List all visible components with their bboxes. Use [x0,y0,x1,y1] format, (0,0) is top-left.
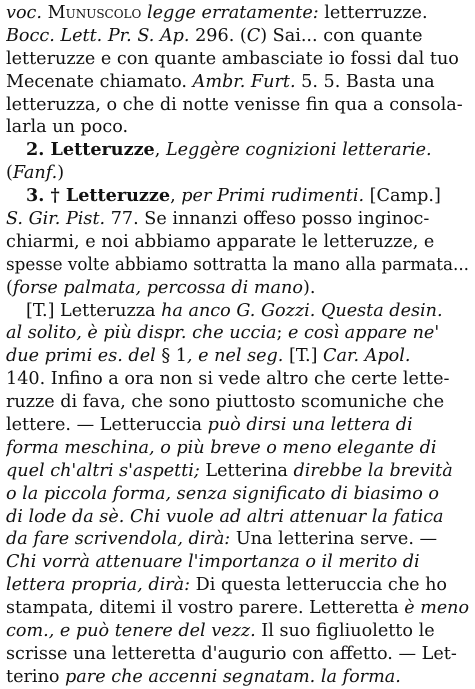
text-segment: pare che accenni segnatam. la forma. [65,666,401,687]
text-segment: o la piccola forma, senza significato di biasimo o [6,483,439,504]
text-line [6,574,469,597]
text-line [6,620,469,643]
text-segment: ). [302,277,316,298]
text-segment: legge erratamente: [141,3,319,23]
text-line [6,506,469,529]
text-segment: letteruzza, o che di notte venisse fin qua a consola- [6,94,463,115]
text-line [6,94,469,117]
text-line [6,162,469,185]
text-segment: per Primi rudimenti. [181,186,365,207]
text-segment: Letteruzze [65,185,171,207]
text-segment: forse palmata, percossa di mano [12,277,303,298]
text-segment: è meno [404,598,469,619]
text-segment: , [170,186,182,207]
text-line [6,368,469,391]
text-segment: § 1 [161,346,187,367]
text-line [6,414,469,437]
text-segment: lettera propria, dirà: [6,575,191,596]
text-segment: di lode da sè. Chi vuole ad altri attenuar la fatica [6,506,444,527]
text-segment: terino [6,666,66,687]
text-segment: lettere. — Letteruccia [6,415,208,436]
text-segment: forma meschina, o più breve o meno elegante di [6,437,437,458]
text-segment: Munuscolo [47,3,142,23]
text-line [6,185,469,208]
text-segment: S. Gir. Pist. [6,209,106,230]
text-segment: [T.] [283,346,324,367]
text-line [6,551,469,574]
text-line [6,25,469,48]
text-segment: scrisse una letteretta d'augurio con affetto. — Let- [6,643,457,664]
text-line [6,345,469,368]
text-line [6,597,469,620]
text-segment: quel ch'altri s'aspetti; [6,460,200,481]
text-line [6,666,469,689]
text-line [6,277,469,300]
text-segment: ( [6,277,13,298]
text-segment: [Camp.] [364,186,441,207]
text-line [6,116,469,139]
text-segment: ) Sai... con quante [260,25,423,46]
text-segment: ruzze di fava, che sono piuttosto scomuniche che [6,392,445,413]
text-segment: Di questa letteruccia che ho [190,575,448,596]
text-segment: larla un poco. [6,117,129,138]
text-line [6,139,469,162]
text-segment: Leggère cognizioni letterarie. [165,140,432,161]
text-segment: Letterina [199,460,294,481]
text-segment: e così appare ne' [287,323,440,344]
text-segment: ha anco G. Gozzi. Questa desin. [161,300,443,321]
text-line [6,71,469,94]
text-segment: ( [6,163,13,184]
text-segment: Ambr. Furt. [192,71,296,92]
text-line [6,208,469,231]
text-segment: stampata, ditemi il vostro parere. Letteretta [6,598,405,619]
text-segment: Bocc. Lett. Pr. S. Ap. [6,25,190,46]
text-segment: chiarmi, e noi abbiamo apparate le letteruzze, e [6,231,435,252]
text-segment: 296. ( [189,25,247,46]
text-segment: da fare scrivendola, dirà: [6,529,231,550]
text-segment: 2. [26,139,51,161]
text-line [6,2,469,25]
text-segment: Car. Apol. [323,346,411,367]
text-line [6,483,469,506]
text-line [6,460,469,483]
text-segment: letteruzze e con quante ambasciate io fossi dal tuo [6,48,459,69]
text-segment: Chi vorrà attenuare l'importanza o il merito di [6,552,420,573]
text-line [6,254,469,277]
text-segment: 140. Infino a ora non si vede altro che certe lette- [6,369,450,390]
text-segment: letterruzze. [318,3,428,23]
text-segment: ; [276,323,288,344]
text-segment: , e nel seg. [186,346,284,367]
text-segment: 5. 5. Basta una [295,71,435,92]
text-segment: Il suo figliuoletto le [255,621,435,642]
text-segment: Mecenate chiamato. [6,71,193,92]
text-line [6,300,469,323]
text-segment: com., e può tenere del vezz. [6,621,256,642]
text-line [6,391,469,414]
text-segment: al solito, è più dispr. che uccia [6,323,277,344]
text-segment: Una letterina serve. — [230,529,438,550]
text-line [6,643,469,666]
text-segment: [T.] Letteruzza [26,300,162,321]
text-segment: voc. [6,3,48,23]
text-segment: può dirsi una lettera di [207,415,413,436]
text-segment: 77. Se innanzi offeso posso inginoc- [105,209,430,230]
text-segment: C [246,25,261,46]
text-segment: direbbe la brevità [293,460,453,481]
text-segment: due primi es. del [6,346,162,367]
text-segment: Fanf. [12,163,58,184]
text-segment: 3. † [26,185,66,207]
text-segment: Letteruzze [50,139,155,161]
dictionary-entry-text [6,2,469,689]
text-segment: , [154,140,166,161]
text-segment: spesse volte abbiamo sottratta la mano alla parmata... [6,254,469,275]
text-line [6,437,469,460]
text-line [6,528,469,551]
text-line [6,231,469,254]
text-line [6,48,469,71]
text-line [6,322,469,345]
text-segment: ) [57,163,65,184]
